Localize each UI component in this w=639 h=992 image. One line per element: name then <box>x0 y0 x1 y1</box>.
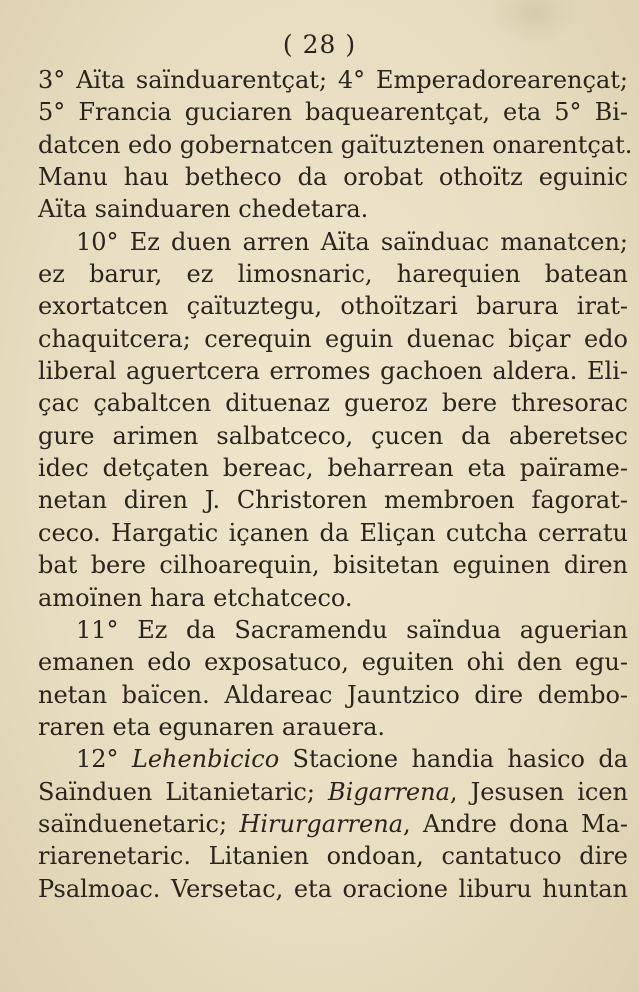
text-line <box>38 582 628 614</box>
text-line <box>38 840 628 872</box>
italic-segment: Bigarrena <box>328 777 450 806</box>
text-segment: ez barur, ez limosnaric, harequien batean <box>38 260 628 289</box>
text-line <box>38 193 628 225</box>
body-text <box>38 64 633 905</box>
text-segment: amoïnen hara etchatceco. <box>38 583 353 612</box>
text-segment: , Andre dona Ma- <box>403 809 628 838</box>
italic-segment: Hirurgarrena <box>239 809 403 838</box>
text-line <box>38 808 628 840</box>
text-line <box>38 614 628 646</box>
text-line <box>38 484 628 516</box>
text-line <box>38 355 628 387</box>
text-line <box>38 549 628 581</box>
text-line <box>38 776 628 808</box>
text-segment: 5° Francia guciaren baquearentçat, eta 5° Bi- <box>38 98 628 127</box>
text-segment: Manu hau betheco da orobat othoïtz eguinic <box>38 163 628 192</box>
text-segment: Saïnduen Litanietaric; <box>38 777 328 806</box>
italic-segment: Lehenbicico <box>131 745 280 774</box>
text-line <box>38 129 633 161</box>
text-line <box>38 452 628 484</box>
text-segment: 12° <box>76 745 132 774</box>
text-line <box>38 64 628 96</box>
text-segment: çac çabaltcen dituenaz gueroz bere thresorac <box>38 389 628 418</box>
text-segment: raren eta egunaren arauera. <box>38 712 386 741</box>
text-segment: bat bere cilhoarequin, bisitetan eguinen diren <box>38 551 628 580</box>
text-segment: exortatcen çaïtuztegu, othoïtzari barura irat- <box>38 292 628 321</box>
text-line <box>38 290 628 322</box>
text-line <box>38 96 628 128</box>
page-number: ( 28 ) <box>282 30 357 59</box>
text-segment: 10° Ez duen arren Aïta saïnduac manatcen; <box>76 227 628 256</box>
text-segment: ceco. Hargatic içanen da Eliçan cutcha cerratu <box>38 518 628 547</box>
text-line <box>38 517 628 549</box>
text-segment: riarenetaric. Litanien ondoan, cantatuco dire <box>38 842 628 871</box>
text-segment: saïnduenetaric; <box>38 809 240 838</box>
text-line <box>38 323 628 355</box>
text-line <box>38 743 628 775</box>
text-segment: Aïta sainduaren chedetara. <box>38 195 369 224</box>
text-segment: gure arimen salbatceco, çucen da aberetsec <box>38 421 628 450</box>
text-segment: datcen edo gobernatcen gaïtuztenen onarentçat. <box>38 130 633 159</box>
text-segment: netan baïcen. Aldareac Jauntzico dire dembo- <box>38 680 628 709</box>
text-segment: Stacione handia hasico da <box>279 745 629 774</box>
text-line <box>38 420 628 452</box>
text-line <box>38 679 628 711</box>
text-segment: 11° Ez da Sacramendu saïndua aguerian <box>76 615 628 644</box>
text-segment: , Jesusen icen <box>449 777 628 806</box>
text-segment: chaquitcera; cerequin eguin duenac biçar edo <box>38 324 628 353</box>
text-line <box>38 646 628 678</box>
text-segment: 3° Aïta saïnduarentçat; 4° Emperadorearençat; <box>38 66 628 94</box>
text-line <box>38 387 628 419</box>
text-segment: Psalmoac. Versetac, eta oracione liburu huntan <box>38 874 628 903</box>
text-segment: idec detçaten bereac, beharrean eta païrame- <box>38 454 628 483</box>
text-line <box>38 161 628 193</box>
text-segment: liberal aguertcera erromes gachoen aldera. Eli- <box>38 357 628 386</box>
text-line <box>38 226 628 258</box>
text-segment: emanen edo exposatuco, eguiten ohi den egu- <box>38 648 628 677</box>
text-line <box>38 711 628 743</box>
text-line <box>38 873 628 905</box>
text-segment: netan diren J. Christoren membroen fagorat- <box>38 486 628 515</box>
text-line <box>38 258 628 290</box>
